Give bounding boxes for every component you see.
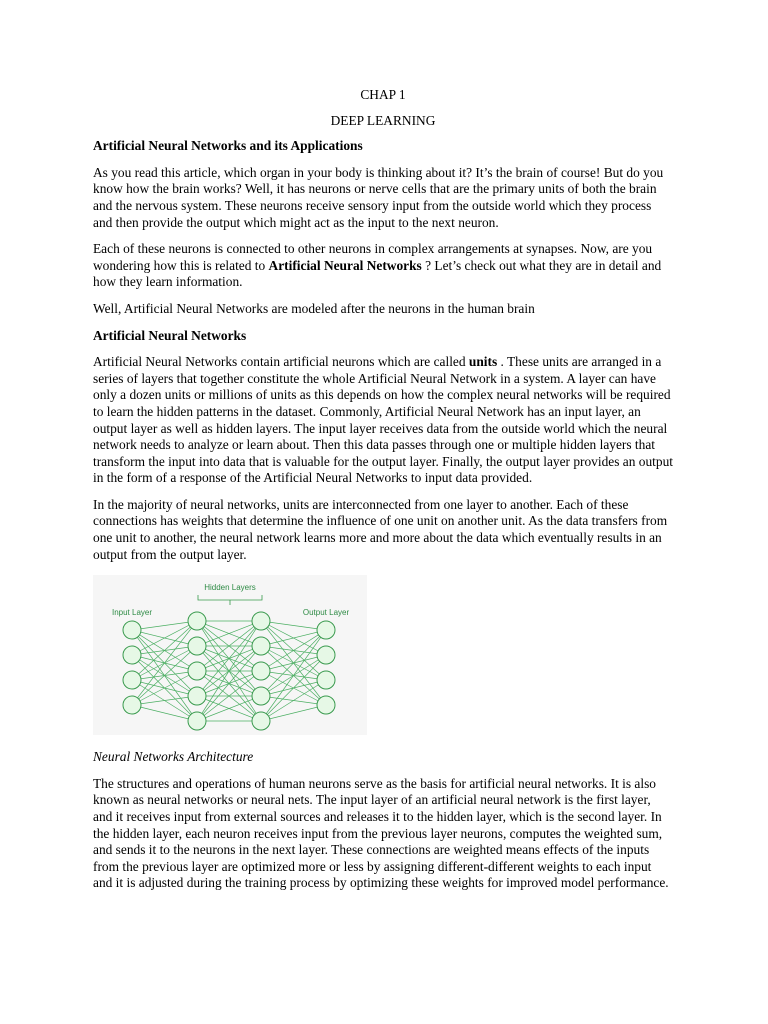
- neuron-node: [123, 646, 141, 664]
- paragraph-structures: The structures and operations of human neurons serve as the basis for artificial neural networks. It is also known as neural networks or neural nets. The input layer of an artificial neural network is the first layer, and it receives input from external sources and releases it to the hidden layer, which is the second layer. In the hidden layer, each neuron receives input from the previous layer neurons, computes the weighted sum, and sends it to the neurons in the next layer. These connections are weighted means effects of the inputs from the previous layer are optimized more or less by assigning different-different weights to each input and it is adjusted during the training process by optimizing these weights for improved model performance.: [93, 775, 669, 891]
- neuron-node: [123, 621, 141, 639]
- neuron-node: [252, 637, 270, 655]
- neuron-node: [123, 696, 141, 714]
- neuron-node: [317, 621, 335, 639]
- paragraph-text: Artificial Neural Networks contain artificial neurons which are called: [93, 354, 469, 370]
- neuron-node: [188, 687, 206, 705]
- neuron-node: [317, 671, 335, 689]
- document-title: DEEP LEARNING: [330, 112, 436, 128]
- neuron-node: [188, 612, 206, 630]
- paragraph-neurons-connected: [93, 241, 673, 291]
- bold-term-units: units: [468, 354, 498, 370]
- paragraph-units: [93, 354, 673, 487]
- neuron-node: [188, 662, 206, 680]
- chapter-label: CHAP 1: [360, 87, 406, 102]
- paragraph-text: Each of these neurons is connected to other neurons in complex arrangements at synapses. Now, are you wondering how this is related to: [93, 241, 653, 273]
- paragraph-text: . These units are arranged in a series of layers that together constitute the whole Artificial Neural Network in a system. A layer can have only a dozen units or millions of units as this depends on how the complex neural networks will be required to learn the hidden patterns in the dataset. Commonly, Artificial Neural Network has an input layer, an output layer as well as hidden layers. The input layer receives data from the outside world which the neural network needs to analyze or learn about. Then this data passes through one or multiple hidden layers that transform the input into data that is valuable for the output layer. Finally, the output layer provides an output in the form of a response of the Artificial Neural Networks to input data provided.: [93, 354, 674, 486]
- paragraph-intro: As you read this article, which organ in your body is thinking about it? It’s the brain of course! But do you know how the brain works? Well, it has neurons or nerve cells that are the primary units of both the brain and the nervous system. These neurons receive sensory input from the outside world which they process and then provide the output which might act as the input to the next neuron.: [93, 164, 664, 230]
- neuron-node: [123, 671, 141, 689]
- neuron-node: [252, 612, 270, 630]
- document-page: [93, 86, 673, 892]
- neuron-node: [188, 637, 206, 655]
- paragraph-interconnected: In the majority of neural networks, units are interconnected from one layer to another. Each of these connections has weights that determine the influence of one unit on another unit. As the data transfers from one unit to another, the neural network learns more and more about the data which eventually results in an output from the output layer.: [93, 496, 668, 562]
- input-layer-label: Input Layer: [111, 608, 153, 618]
- paragraph-modeled: Well, Artificial Neural Networks are modeled after the neurons in the human brain: [93, 300, 535, 316]
- neuron-node: [188, 712, 206, 730]
- section-heading-ann: Artificial Neural Networks: [93, 327, 247, 343]
- paragraph-text: ? Let’s check out what they are in detail and how they learn information.: [93, 257, 662, 290]
- figure-caption: Neural Networks Architecture: [93, 749, 254, 765]
- neuron-node: [317, 646, 335, 664]
- output-layer-label: Output Layer: [302, 608, 350, 618]
- neuron-node: [252, 662, 270, 680]
- neural-network-svg: [93, 575, 367, 735]
- hidden-layers-label: Hidden Layers: [204, 583, 256, 593]
- neuron-node: [317, 696, 335, 714]
- section-heading-applications: Artificial Neural Networks and its Applications: [93, 138, 363, 154]
- neuron-node: [252, 712, 270, 730]
- neural-network-diagram: [93, 575, 367, 735]
- bold-term-ann: Artificial Neural Networks: [268, 257, 422, 273]
- neuron-node: [252, 687, 270, 705]
